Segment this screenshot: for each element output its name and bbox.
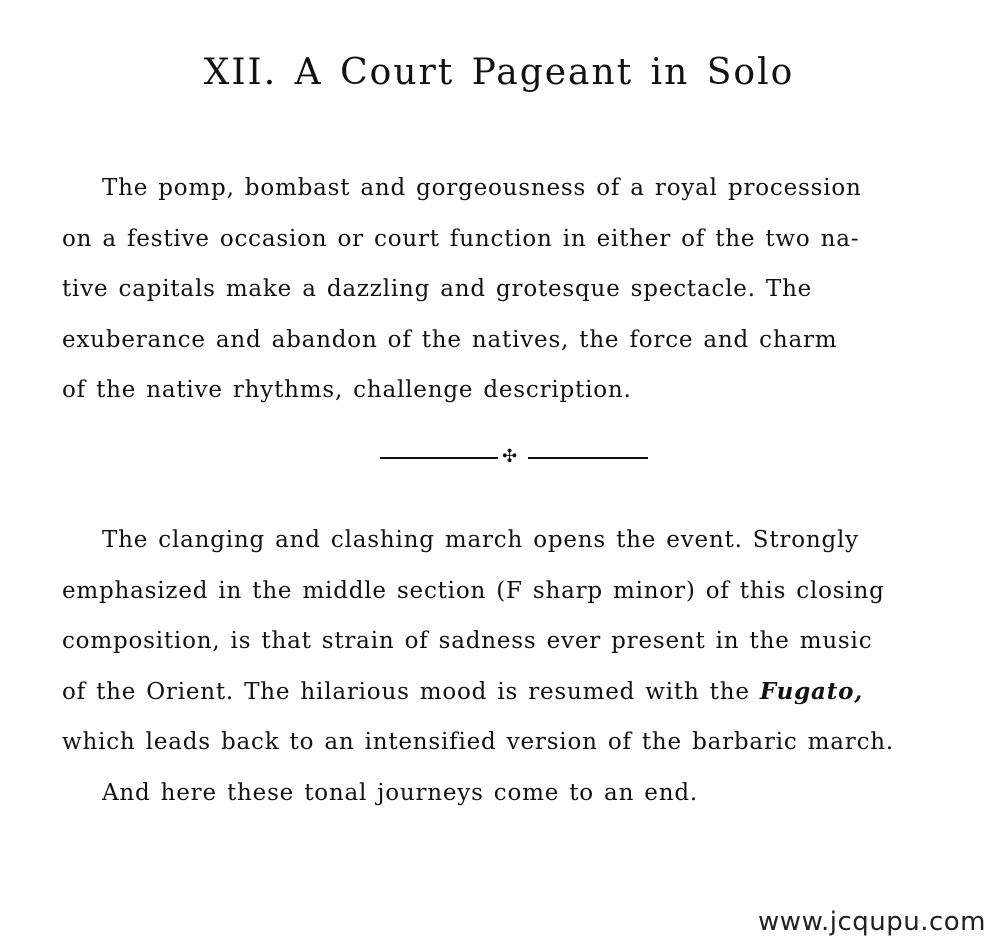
paragraph-line: The pomp, bombast and gorgeousness of a royal procession bbox=[102, 175, 862, 201]
paragraph-line bbox=[62, 667, 942, 718]
emphasis-fugato: Fugato, bbox=[759, 677, 864, 705]
page-title: XII. A Court Pageant in Solo bbox=[203, 52, 795, 93]
paragraph-line: on a festive occasion or court function in either of the two na- bbox=[62, 225, 860, 252]
divider-rule-left bbox=[380, 457, 498, 459]
paragraph-line: which leads back to an intensified version of the barbaric march. bbox=[62, 729, 894, 755]
paragraph-line: exuberance and abandon of the natives, the force and charm bbox=[62, 326, 838, 353]
fleuron-icon: ✣ bbox=[502, 446, 518, 467]
paragraph-line: tive capitals make a dazzling and grotesque spectacle. The bbox=[62, 276, 813, 302]
section-divider bbox=[380, 446, 648, 467]
paragraph-line: emphasized in the middle section (F sharp minor) of this closing bbox=[62, 577, 885, 604]
watermark: www.jcqupu.com bbox=[758, 907, 986, 937]
paragraph-line: of the native rhythms, challenge description. bbox=[62, 377, 632, 403]
paragraph-description bbox=[62, 515, 942, 818]
paragraph-line: The clanging and clashing march opens the event. Strongly bbox=[102, 527, 859, 553]
paragraph-intro bbox=[62, 163, 942, 416]
divider-rule-right bbox=[528, 457, 648, 459]
paragraph-line-text: of the Orient. The hilarious mood is resumed with the bbox=[62, 678, 760, 705]
paragraph-line: composition, is that strain of sadness ever present in the music bbox=[62, 628, 873, 654]
paragraph-line: And here these tonal journeys come to an end. bbox=[102, 779, 698, 806]
